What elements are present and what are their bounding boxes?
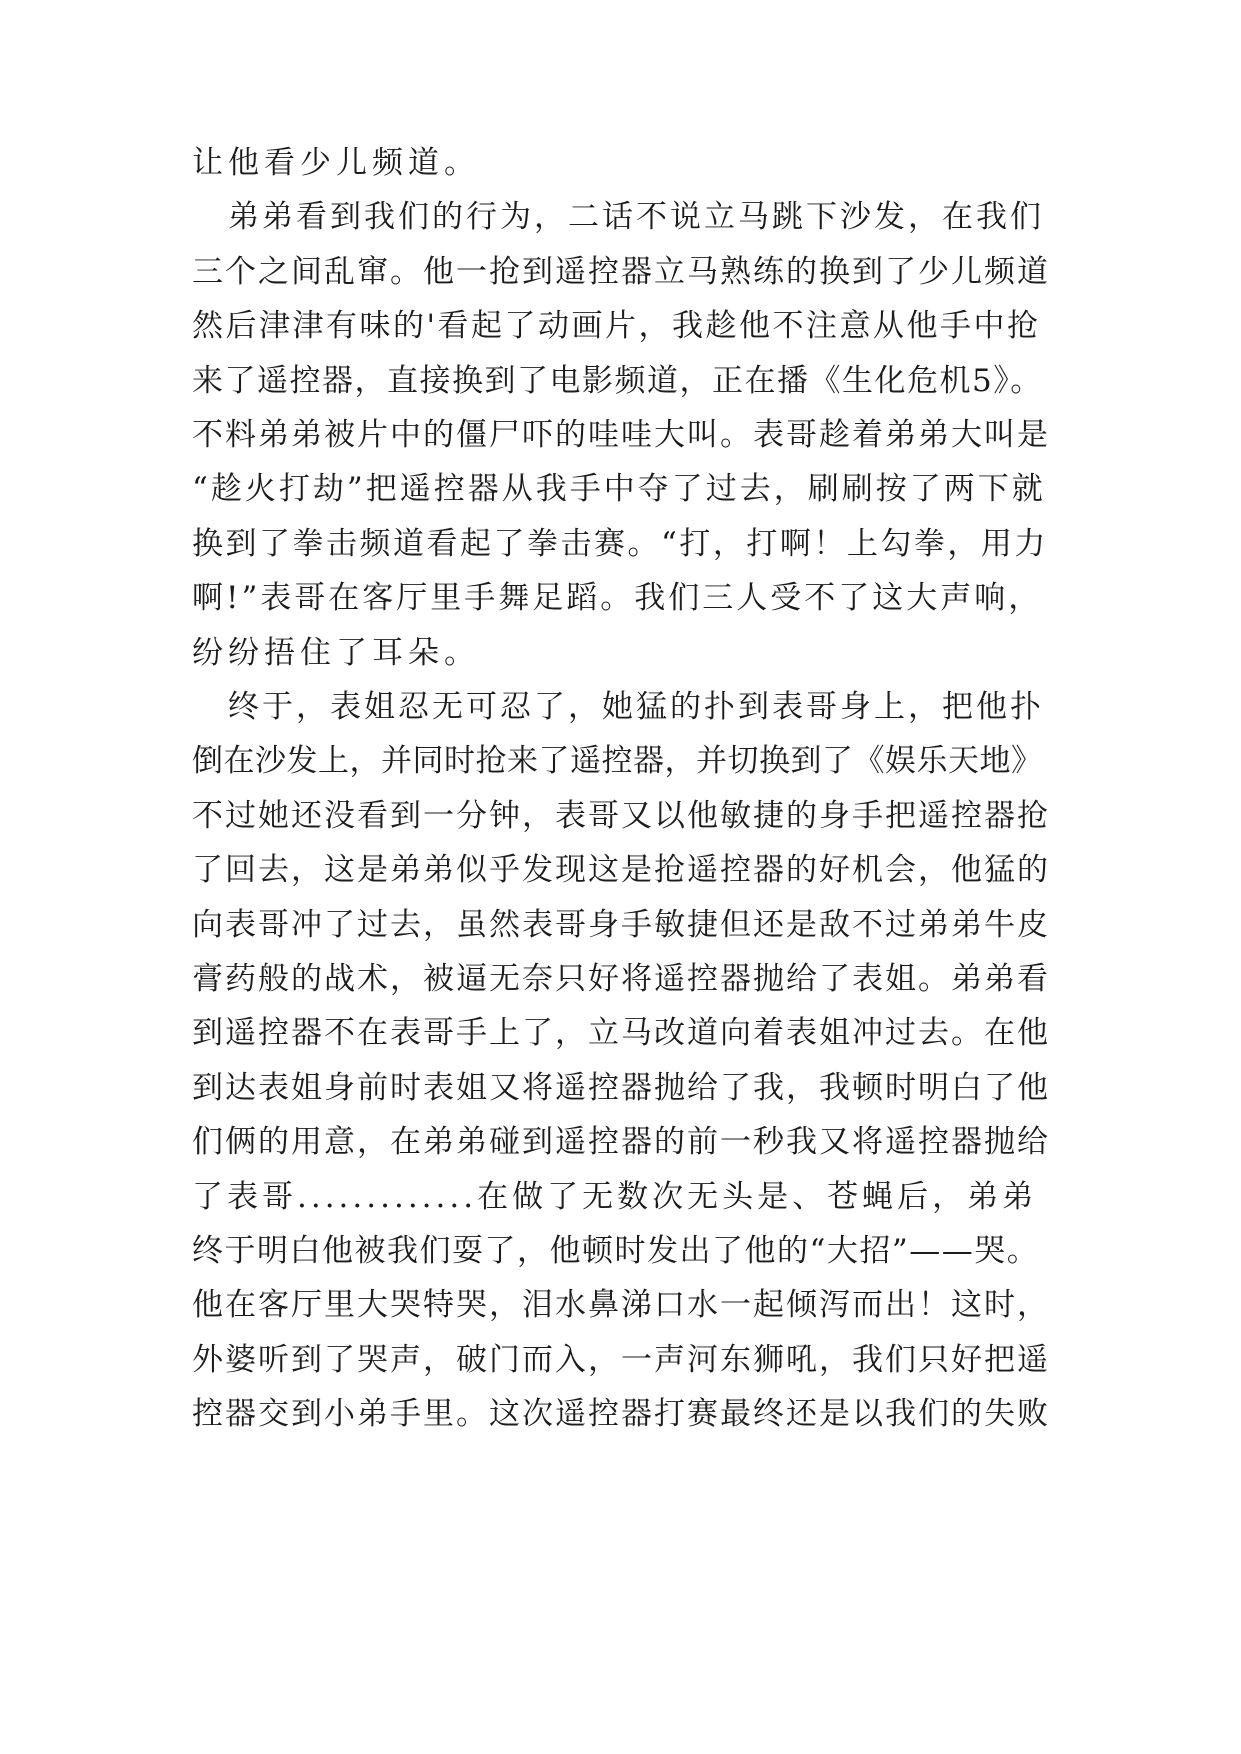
text-line: 终于明白他被我们耍了，他顿时发出了他的“大招”——哭。 (192, 1233, 1040, 1269)
paragraph-first-line: 弟弟看到我们的行为，二话不说立马跳下沙发，在我们 (228, 199, 1044, 236)
text-line: 向表哥冲了过去，虽然表哥身手敏捷但还是敌不过弟弟牛皮 (192, 906, 1050, 943)
text-line: 换到了拳击频道看起了拳击赛。“打，打啊！上勾拳，用力 (192, 525, 1048, 562)
text-line: 到达表姐身前时表姐又将遥控器抛给了我，我顿时明白了他 (192, 1069, 1050, 1106)
text-line: 膏药般的战术，被逼无奈只好将遥控器抛给了表姐。弟弟看 (192, 961, 1050, 997)
text-line: 不过她还没看到一分钟，表哥又以他敏捷的身手把遥控器抢 (192, 797, 1050, 834)
text-line: 三个之间乱窜。他一抢到遥控器立马熟练的换到了少儿频道 (192, 253, 1050, 290)
text-line: 他在客厅里大哭特哭，泪水鼻涕口水一起倾泻而出！这时， (192, 1287, 1050, 1324)
text-line: 然后津津有味的'看起了动画片，我趁他不注意从他手中抢 (192, 308, 1041, 345)
text-line: 让他看少儿频道。 (192, 145, 480, 181)
text-line: 到遥控器不在表哥手上了，立马改道向着表姐冲过去。在他 (192, 1015, 1050, 1052)
text-line: 控器交到小弟手里。这次遥控器打赛最终还是以我们的失败 (192, 1396, 1050, 1433)
text-line: 们俩的用意，在弟弟碰到遥控器的前一秒我又将遥控器抛给 (192, 1124, 1050, 1161)
text-line: “趁火打劫”把遥控器从我手中夺了过去，刷刷按了两下就 (192, 471, 1046, 508)
text-line: 倒在沙发上，并同时抢来了遥控器，并切换到了《娱乐天地》 (192, 743, 1043, 780)
text-line: 了表哥.............在做了无数次无头是、苍蝇后，弟弟 (192, 1178, 1038, 1215)
text-line: 不料弟弟被片中的僵尸吓的哇哇大叫。表哥趁着弟弟大叫是 (192, 417, 1050, 453)
text-line: 外婆听到了哭声，破门而入，一声河东狮吼，我们只好把遥 (192, 1341, 1050, 1378)
text-line: 啊!”表哥在客厅里手舞足蹈。我们三人受不了这大声响， (192, 580, 1043, 617)
text-line: 了回去，这是弟弟似乎发现这是抢遥控器的好机会，他猛的 (192, 852, 1050, 889)
text-line: 来了遥控器，直接换到了电影频道，正在播《生化危机5》。 (192, 362, 1043, 399)
paragraph-first-line: 终于，表姐忍无可忍了，她猛的扑到表哥身上，把他扑 (228, 689, 1044, 725)
text-line: 纷纷捂住了耳朵。 (192, 634, 480, 671)
